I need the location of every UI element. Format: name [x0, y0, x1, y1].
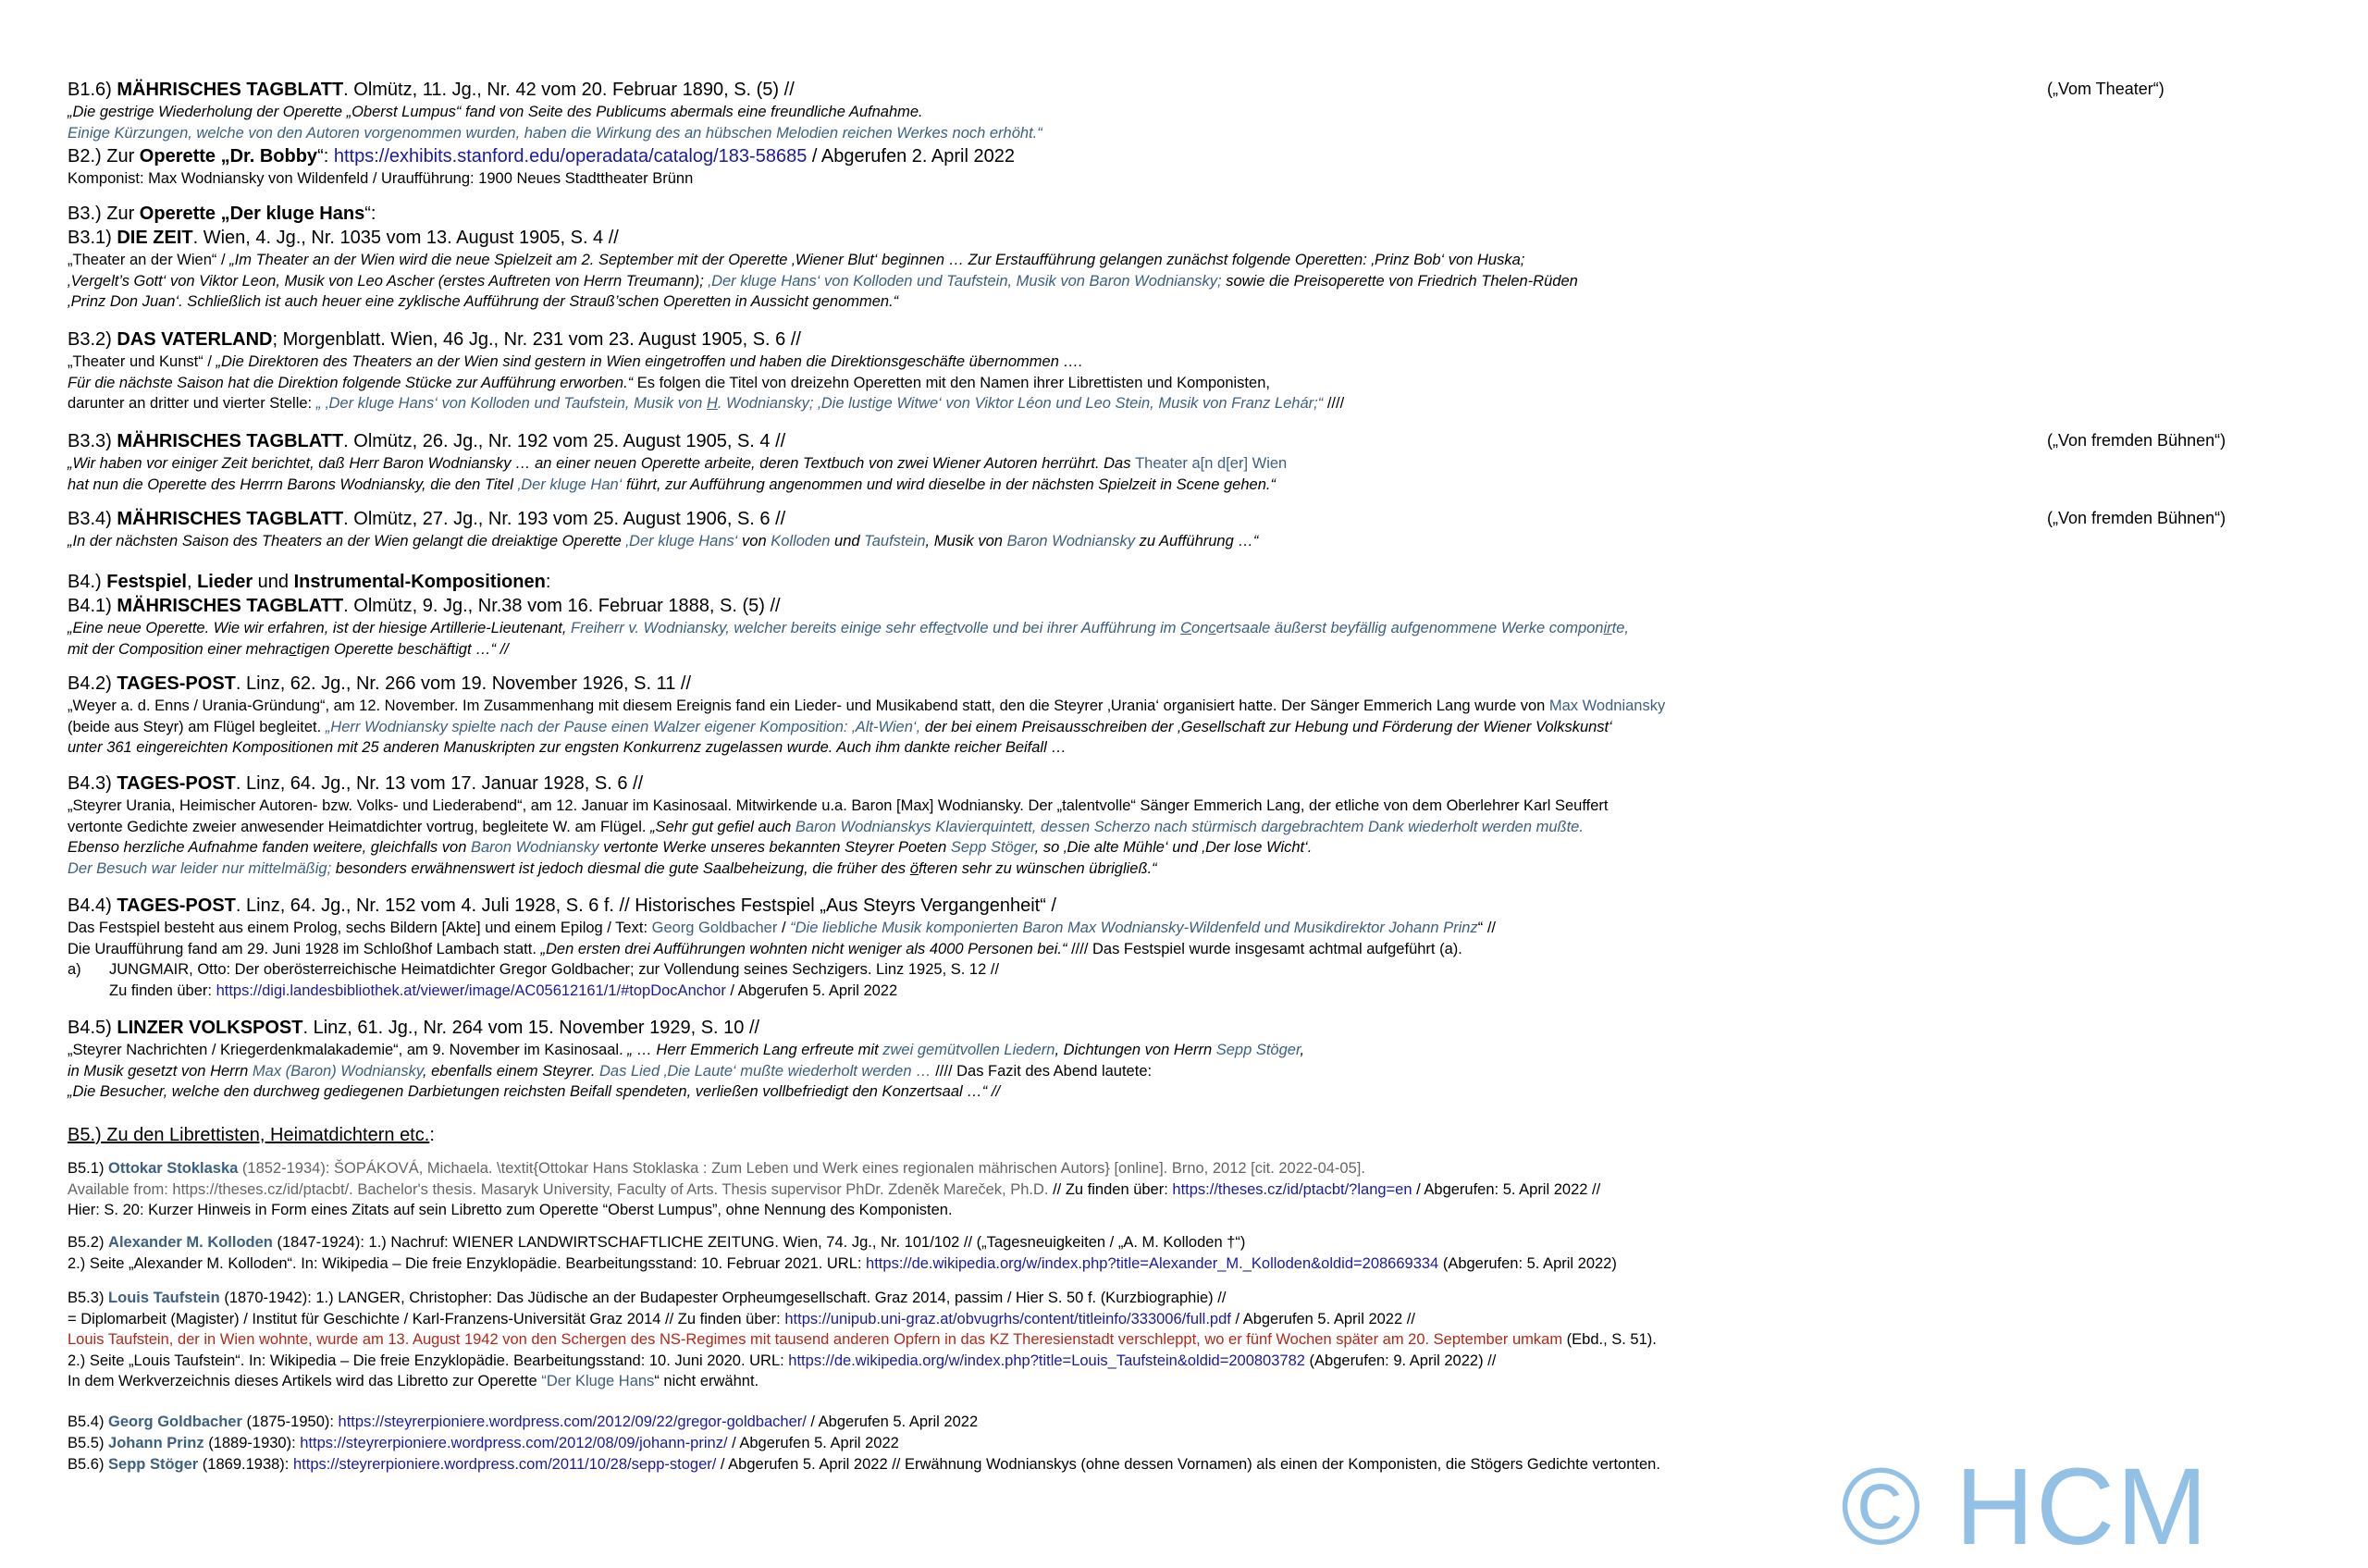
thesis-pdf-link[interactable]: https://unipub.uni-graz.at/obvugrhs/content/titleinfo/333006/full.pdf: [784, 1310, 1231, 1327]
entry-b3-4: [68, 507, 2288, 552]
copyright-watermark: © HCM: [1841, 1446, 2210, 1568]
bib-line: B5.5) Johann Prinz (1889-1930): https://steyrerpioniere.wordpress.com/2012/08/09/johann-prinz/ / Abgerufen 5. April 2022: [68, 1435, 899, 1451]
quote-line: „Eine neue Operette. Wie wir erfahren, ist der hiesige Artillerie-Lieutenant, Freiherr v. Wodniansky, welcher bereits einige sehr effectvolle und bei ihrer Aufführung im Concertsaale äußerst beyfällig aufgenommene Werke componirte,: [68, 620, 1630, 636]
author-name: Ottokar Stoklaska: [108, 1160, 239, 1177]
footnote: a) JUNGMAIR, Otto: Der oberösterreichische Heimatdichter Gregor Goldbacher; zur Vollendung seines Sechzigers. Linz 1925, S. 12 //: [68, 961, 1000, 978]
entry-b4-4: [68, 894, 2288, 1001]
section-heading: B5.) Zu den Librettisten, Heimatdichtern etc.:: [68, 1125, 435, 1145]
entry-b5-3: [68, 1288, 2288, 1392]
quote-line: unter 361 eingereichten Kompositionen mit 25 anderen Manuskripten zur engsten Konkurrenz zugelassen wurde. Auch ihm dankte reicher Beifall …: [68, 739, 1067, 756]
blog-link[interactable]: https://steyrerpioniere.wordpress.com/2012/09/22/gregor-goldbacher/: [338, 1414, 807, 1430]
entry-b2: [68, 144, 2288, 190]
author-name: Louis Taufstein: [108, 1290, 220, 1306]
entry-heading: B3.3) MÄHRISCHES TAGBLATT. Olmütz, 26. Jg., Nr. 192 vom 25. August 1905, S. 4 //: [68, 431, 786, 451]
entry-b4-3: [68, 772, 2288, 879]
entry-b5-4: [68, 1412, 2288, 1433]
section-b5: [68, 1123, 2288, 1147]
quote-line: „Steyrer Nachrichten / Kriegerdenkmalakademie“, am 9. November im Kasinosaal. „ … Herr Emmerich Lang erfreute mit zwei gemütvollen Liedern, Dichtungen von Herrn Sepp Stöger,: [68, 1042, 1305, 1058]
quote-line: „Steyrer Urania, Heimischer Autoren- bzw. Volks- und Liederabend“, am 12. Januar im Kasinosaal. Mitwirkende u.a. Baron [Max] Wodniansky. Der „talentvolle“ Sänger Emmerich Lang, der etliche von dem Oberlehrer Karl Seuffert: [68, 797, 1609, 814]
quote-line: mit der Composition einer mehractigen Operette beschäftigt …“ //: [68, 640, 509, 658]
author-name: Alexander M. Kolloden: [108, 1234, 273, 1251]
entry-heading: B4.5) LINZER VOLKSPOST. Linz, 61. Jg., Nr. 264 vom 15. November 1929, S. 10 //: [68, 1018, 760, 1038]
bib-line: 2.) Seite „Louis Taufstein“. In: Wikipedia – Die freie Enzyklopädie. Bearbeitungsstand: 10. Juni 2020. URL: https://de.wikipedia.org/w/index.php?title=Louis_Taufstein&oldid=200803782 (Abgerufen: 9. April 2022) //: [68, 1352, 1497, 1369]
library-link[interactable]: https://digi.landesbibliothek.at/viewer/image/AC05612161/1/#topDocAnchor: [216, 982, 726, 999]
entry-heading: B4.1) MÄHRISCHES TAGBLATT. Olmütz, 9. Jg., Nr.38 vom 16. Februar 1888, S. (5) //: [68, 596, 781, 616]
entry-heading: B4.4) TAGES-POST. Linz, 64. Jg., Nr. 152 vom 4. Juli 1928, S. 6 f. // Historisches Festspiel „Aus Steyrs Vergangenheit“ /: [68, 895, 1056, 916]
wikipedia-link[interactable]: https://de.wikipedia.org/w/index.php?title=Alexander_M._Kolloden&oldid=208669334: [866, 1254, 1439, 1272]
entry-heading: B3.2) DAS VATERLAND; Morgenblatt. Wien, 46 Jg., Nr. 231 vom 23. August 1905, S. 6 //: [68, 329, 801, 350]
bib-line: = Diplomarbeit (Magister) / Institut für Geschichte / Karl-Franzens-Universität Graz 2014 // Zu finden über: https://unipub.uni-graz.at/obvugrhs/content/titleinfo/333006/full.pdf / Abgerufen 5. April 2022 //: [68, 1310, 1415, 1327]
author-name: Johann Prinz: [108, 1435, 204, 1451]
entry-b4-1: [68, 594, 2288, 660]
bib-line: Available from: https://theses.cz/id/ptacbt/. Bachelor's thesis. Masaryk University, Faculty of Arts. Thesis supervisor PhDr. Zdeněk Mareček, Ph.D. // Zu finden über: https://theses.cz/id/ptacbt/?lang=en / Abgerufen: 5. April 2022 //: [68, 1180, 1601, 1198]
quote-line: „Weyer a. d. Enns / Urania-Gründung“, am 12. November. Im Zusammenhang mit diesem Ereignis fand ein Lieder- und Musikabend statt, den die Steyrer ‚Urania‘ organisiert hatte. Der Sänger Emmerich Lang wurde von Max Wodniansky: [68, 698, 1666, 714]
section-label: („Von fremden Bühnen“): [2047, 509, 2226, 527]
quote-line: Das Festspiel besteht aus einem Prolog, sechs Bildern [Akte] und einem Epilog / Text: Georg Goldbacher / “Die liebliche Musik komponierten Baron Max Wodniansky-Wildenfeld und Musikdirektor Johann Prinz“ //: [68, 920, 1496, 936]
newspaper-name: MÄHRISCHES TAGBLATT: [117, 80, 344, 100]
entry-heading: B2.) Zur Operette „Dr. Bobby“: https://exhibits.stanford.edu/operadata/catalog/183-58685 / Abgerufen 2. April 2022: [68, 146, 1015, 167]
bib-line: Hier: S. 20: Kurzer Hinweis in Form eines Zitats auf sein Libretto zum Operette “Oberst Lumpus”, ohne Nennung des Komponisten.: [68, 1202, 953, 1218]
quote-line: Für die nächste Saison hat die Direktion folgende Stücke zur Aufführung erworben.“ Es folgen die Titel von dreizehn Operetten mit den Namen ihrer Librettisten und Komponisten,: [68, 374, 1270, 391]
bib-line: 2.) Seite „Alexander M. Kolloden“. In: Wikipedia – Die freie Enzyklopädie. Bearbeitungsstand: 10. Februar 2021. URL: https://de.wikipedia.org/w/index.php?title=Alexander_M._Kolloden&oldid=208669334 (Abgerufen: 5. April 2022): [68, 1254, 1617, 1272]
entry-heading: B3.1) DIE ZEIT. Wien, 4. Jg., Nr. 1035 vom 13. August 1905, S. 4 //: [68, 228, 619, 248]
quote-line: „Die Besucher, welche den durchweg gediegenen Darbietungen reichsten Beifall spendeten, verließen vollbefriedigt den Konzertsaal …“ //: [68, 1083, 1001, 1100]
quote-line: Die Uraufführung fand am 29. Juni 1928 im Schloßhof Lambach statt. „Den ersten drei Aufführungen wohnten nicht weniger als 4000 Personen bei.“ //// Das Festspiel wurde insgesamt achtmal aufgeführt (a).: [68, 940, 1462, 957]
quote-line: Einige Kürzungen, welche von den Autoren vorgenommen wurden, haben die Wirkung des an hübschen Melodien reichen Werkes noch erhöht.“: [68, 124, 1042, 142]
quote-line: darunter an dritter und vierter Stelle: „ ‚Der kluge Hans‘ von Kolloden und Taufstein, Musik von H. Wodniansky; ‚Die lustige Witwe‘ von Viktor Léon und Leo Stein, Musik von Franz Lehár;“ ////: [68, 395, 1345, 412]
quote-line: ‚Prinz Don Juan‘. Schließlich ist auch heuer eine zyklische Aufführung der Strauß’schen Operetten in Aussicht genommen.“: [68, 293, 899, 310]
quote-line: Der Besuch war leider nur mittelmäßig; besonders erwähnenswert ist jedoch diesmal die gute Saalbeheizung, die früher des öfteren sehr zu wünschen übrigließ.“: [68, 859, 1157, 877]
bib-line: B5.3) Louis Taufstein (1870-1942): 1.) LANGER, Christopher: Das Jüdische an der Budapester Orpheumgesellschaft. Graz 2014, passim / Hier S. 50 f. (Kurzbiographie) //: [68, 1290, 1227, 1306]
entry-heading: B4.2) TAGES-POST. Linz, 62. Jg., Nr. 266 vom 19. November 1926, S. 11 //: [68, 673, 691, 694]
section-label: („Vom Theater“): [2047, 80, 2164, 98]
bib-line: In dem Werkverzeichnis dieses Artikels wird das Libretto zur Operette “Der Kluge Hans“ nicht erwähnt.: [68, 1373, 759, 1389]
author-name: Sepp Stöger: [108, 1456, 199, 1473]
bib-line: B5.2) Alexander M. Kolloden (1847-1924): 1.) Nachruf: WIENER LANDWIRTSCHAFTLICHE ZEITUNG. Wien, 74. Jg., Nr. 101/102 // („Tagesneuigkeiten / „A. M. Kolloden †“): [68, 1234, 1246, 1251]
footnote-link-line: Zu finden über: https://digi.landesbibliothek.at/viewer/image/AC05612161/1/#topDocAnchor / Abgerufen 5. April 2022: [109, 982, 898, 999]
thesis-link[interactable]: https://theses.cz/id/ptacbt/?lang=en: [1172, 1180, 1412, 1198]
entry-b5-1: [68, 1158, 2288, 1221]
entry-b3-2: [68, 327, 2288, 414]
blog-link[interactable]: https://steyrerpioniere.wordpress.com/2012/08/09/johann-prinz/: [300, 1435, 728, 1451]
bib-line: B5.6) Sepp Stöger (1869.1938): https://steyrerpioniere.wordpress.com/2011/10/28/sepp-stoger/ / Abgerufen 5. April 2022 // Erwähnung Wodnianskys (ohne dessen Vornamen) als einen der Komponisten, die Stögers Gedichte vertonten.: [68, 1456, 1660, 1473]
section-b3: [68, 202, 2288, 226]
quote-line: „In der nächsten Saison des Theaters an der Wien gelangt die dreiaktige Operette ‚Der kluge Hans‘ von Kolloden und Taufstein, Musik von Baron Wodniansky zu Aufführung …“: [68, 533, 1259, 549]
entry-b4-2: [68, 672, 2288, 759]
entry-heading: B1.6) MÄHRISCHES TAGBLATT. Olmütz, 11. Jg., Nr. 42 vom 20. Februar 1890, S. (5) //: [68, 80, 795, 100]
section-heading: B4.) Festspiel, Lieder und Instrumental-Kompositionen:: [68, 572, 551, 592]
quote-line: „Theater an der Wien“ / „Im Theater an der Wien wird die neue Spielzeit am 2. September mit der Operette ‚Wiener Blut‘ beginnen … Zur Erstaufführung gelangen zunächst folgende Operetten: ‚Prinz Bob‘ von Huska;: [68, 252, 1525, 268]
composer-note: Komponist: Max Wodniansky von Wildenfeld / Uraufführung: 1900 Neues Stadttheater Brünn: [68, 170, 694, 187]
section-heading: B3.) Zur Operette „Der kluge Hans“:: [68, 204, 376, 224]
entry-b3-3: [68, 429, 2288, 495]
entry-heading: B3.4) MÄHRISCHES TAGBLATT. Olmütz, 27. Jg., Nr. 193 vom 25. August 1906, S. 6 //: [68, 509, 786, 529]
catalog-link[interactable]: https://exhibits.stanford.edu/operadata/catalog/183-58685: [333, 146, 808, 167]
wikipedia-link[interactable]: https://de.wikipedia.org/w/index.php?title=Louis_Taufstein&oldid=200803782: [788, 1352, 1305, 1369]
entry-b1-6: [68, 78, 2288, 143]
quote-line: „Theater und Kunst“ / „Die Direktoren des Theaters an der Wien sind gestern in Wien eingetroffen und haben die Direktionsgeschäfte übernommen ….: [68, 353, 1083, 370]
entry-b3-1: [68, 226, 2288, 313]
section-label: („Von fremden Bühnen“): [2047, 431, 2226, 450]
bib-line: B5.4) Georg Goldbacher (1875-1950): https://steyrerpioniere.wordpress.com/2012/09/22/gregor-goldbacher/ / Abgerufen 5. April 2022: [68, 1414, 979, 1430]
blog-link[interactable]: https://steyrerpioniere.wordpress.com/2011/10/28/sepp-stoger/: [292, 1456, 717, 1473]
author-name: Georg Goldbacher: [108, 1414, 242, 1430]
bib-line: Louis Taufstein, der in Wien wohnte, wurde am 13. August 1942 von den Schergen des NS-Regimes mit tausend anderen Opfern in das KZ Theresienstadt verschleppt, wo er fünf Wochen später am 20. September umkam (Ebd., S. 51).: [68, 1331, 1657, 1348]
quote-line: hat nun die Operette des Herrrn Barons Wodniansky, die den Titel ‚Der kluge Han‘ führt, zur Aufführung angenommen und wird dieselbe in der nächsten Spielzeit in Scene gehen.“: [68, 475, 1276, 493]
entry-heading: B4.3) TAGES-POST. Linz, 64. Jg., Nr. 13 vom 17. Januar 1928, S. 6 //: [68, 773, 644, 794]
entry-b5-2: [68, 1232, 2288, 1274]
entry-b4-5: [68, 1016, 2288, 1103]
quote-line: (beide aus Steyr) am Flügel begleitet. „Herr Wodniansky spielte nach der Pause einen Walzer eigener Komposition: ‚Alt-Wien‘, der bei einem Preisausschreiben der ‚Gesellschaft zur Hebung und Förderung der Wiener Volkskunst‘: [68, 718, 1612, 735]
quote-line: „Die gestrige Wiederholung der Operette „Oberst Lumpus“ fand von Seite des Publicums abermals eine freundliche Aufnahme.: [68, 104, 923, 120]
quote-line: ‚Vergelt’s Gott‘ von Viktor Leon, Musik von Leo Ascher (erstes Auftreten von Herrn Treumann); ‚Der kluge Hans‘ von Kolloden und Taufstein, Musik von Baron Wodniansky; sowie die Preisoperette von Friedrich Thelen-Rüden: [68, 272, 1578, 290]
quote-line: „Wir haben vor einiger Zeit berichtet, daß Herr Baron Wodniansky … an einer neuen Operette arbeite, deren Textbuch von zwei Wiener Autoren herrührt. Das Theater a[n d[er] Wien: [68, 455, 1288, 472]
section-b4: [68, 570, 2288, 594]
bib-line: B5.1) Ottokar Stoklaska (1852-1934): ŠOPÁKOVÁ, Michaela. \textit{Ottokar Hans Stoklaska : Zum Leben und Werk eines regionalen mährischen Autors} [online]. Brno, 2012 [cit. 2022-04-05].: [68, 1160, 1365, 1177]
quote-line: Ebenso herzliche Aufnahme fanden weitere, gleichfalls von Baron Wodniansky vertonte Werke unseres bekannten Steyrer Poeten Sepp Stöger, so ‚Die alte Mühle‘ und ‚Der lose Wicht‘.: [68, 839, 1313, 856]
quote-line: vertonte Gedichte zweier anwesender Heimatdichter vortrug, begleitete W. am Flügel. „Sehr gut gefiel auch Baron Wodnianskys Klavierquintett, dessen Scherzo nach stürmisch dargebrachtem Dank wiederholt werden mußte.: [68, 818, 1584, 835]
quote-line: in Musik gesetzt von Herrn Max (Baron) Wodniansky, ebenfalls einem Steyrer. Das Lied ‚Die Laute‘ mußte wiederholt werden … //// Das Fazit des Abend lautete:: [68, 1062, 1153, 1080]
